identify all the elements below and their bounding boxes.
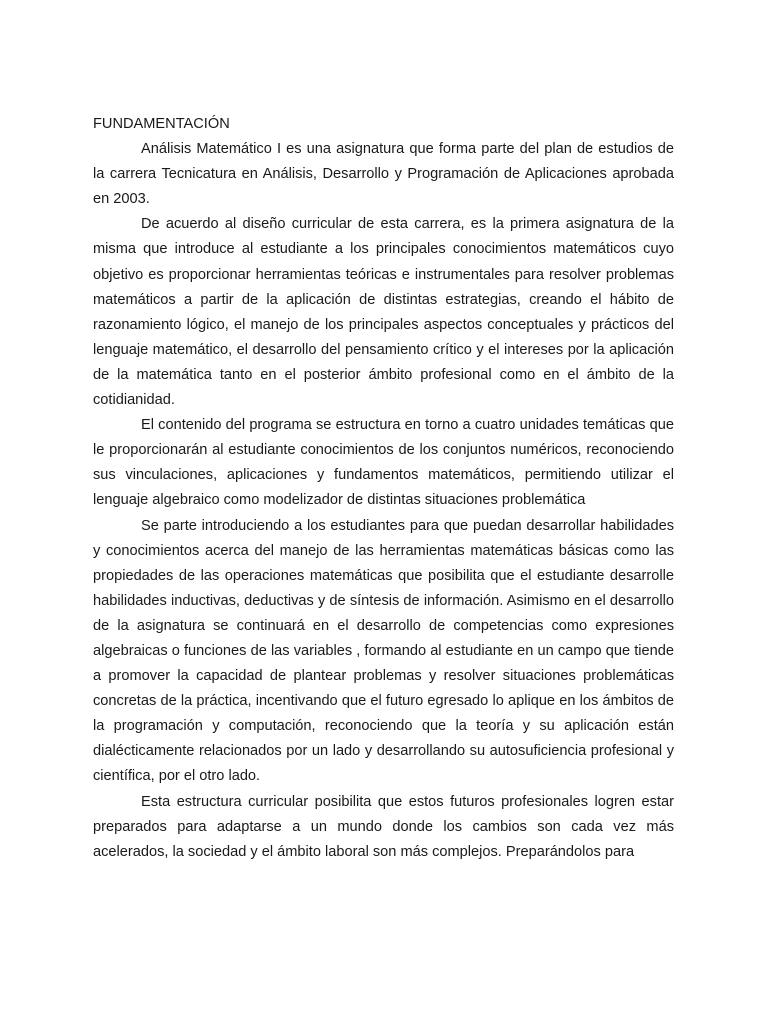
paragraph-program-content: El contenido del programa se estructura en torno a cuatro unidades temáticas que le proporcionarán al estudiante conocimientos de los conjuntos numéricos, reconociendo sus vinculaciones, aplicaciones y fundamentos matemáticos, permitiendo utilizar el lenguaje algebraico como modelizador de distintas situaciones problemática [93, 417, 674, 509]
section-heading: FUNDAMENTACIÓN [93, 116, 230, 132]
paragraph-curricular-design: De acuerdo al diseño curricular de esta carrera, es la primera asignatura de la misma que introduce al estudiante a los principales conocimientos matemáticos cuyo objetivo es proporcionar herramientas teóricas e instrumentales para resolver problemas matemáticos a partir de la aplicación de distintas estrategias, creando el hábito de razonamiento lógico, el manejo de los principales aspectos conceptuales y prácticos del lenguaje matemático, el desarrollo del pensamiento crítico y el intereses por la aplicación de la matemática tanto en el posterior ámbito profesional como en el ámbito de la cotidianidad. [93, 216, 674, 409]
paragraph-curricular-structure: Esta estructura curricular posibilita que estos futuros profesionales logren estar preparados para adaptarse a un mundo donde los cambios son cada vez más acelerados, la sociedad y el ámbito laboral son más complejos. Preparándolos para [93, 793, 674, 860]
paragraph-intro: Análisis Matemático I es una asignatura que forma parte del plan de estudios de la carrera Tecnicatura en Análisis, Desarrollo y Programación de Aplicaciones aprobada en 2003. [93, 141, 674, 208]
paragraph-skills-development: Se parte introduciendo a los estudiantes para que puedan desarrollar habilidades y conocimientos acerca del manejo de las herramientas matemáticas básicas como las propiedades de las operaciones matemáticas que posibilita que el estudiante desarrolle habilidades inductivas, deductivas y de síntesis de información. Asimismo en el desarrollo de la asignatura se continuará en el desarrollo de competencias como expresiones algebraicas o funciones de las variables , formando al estudiante en un campo que tiende a promover la capacidad de plantear problemas y resolver situaciones problemáticas concretas de la práctica, incentivando que el futuro egresado lo aplique en los ámbitos de la programación y computación, reconociendo que la teoría y su aplicación están dialécticamente relacionados por un lado y desarrollando su autosuficiencia profesional y científica, por el otro lado. [93, 517, 674, 785]
document-body [93, 112, 674, 865]
